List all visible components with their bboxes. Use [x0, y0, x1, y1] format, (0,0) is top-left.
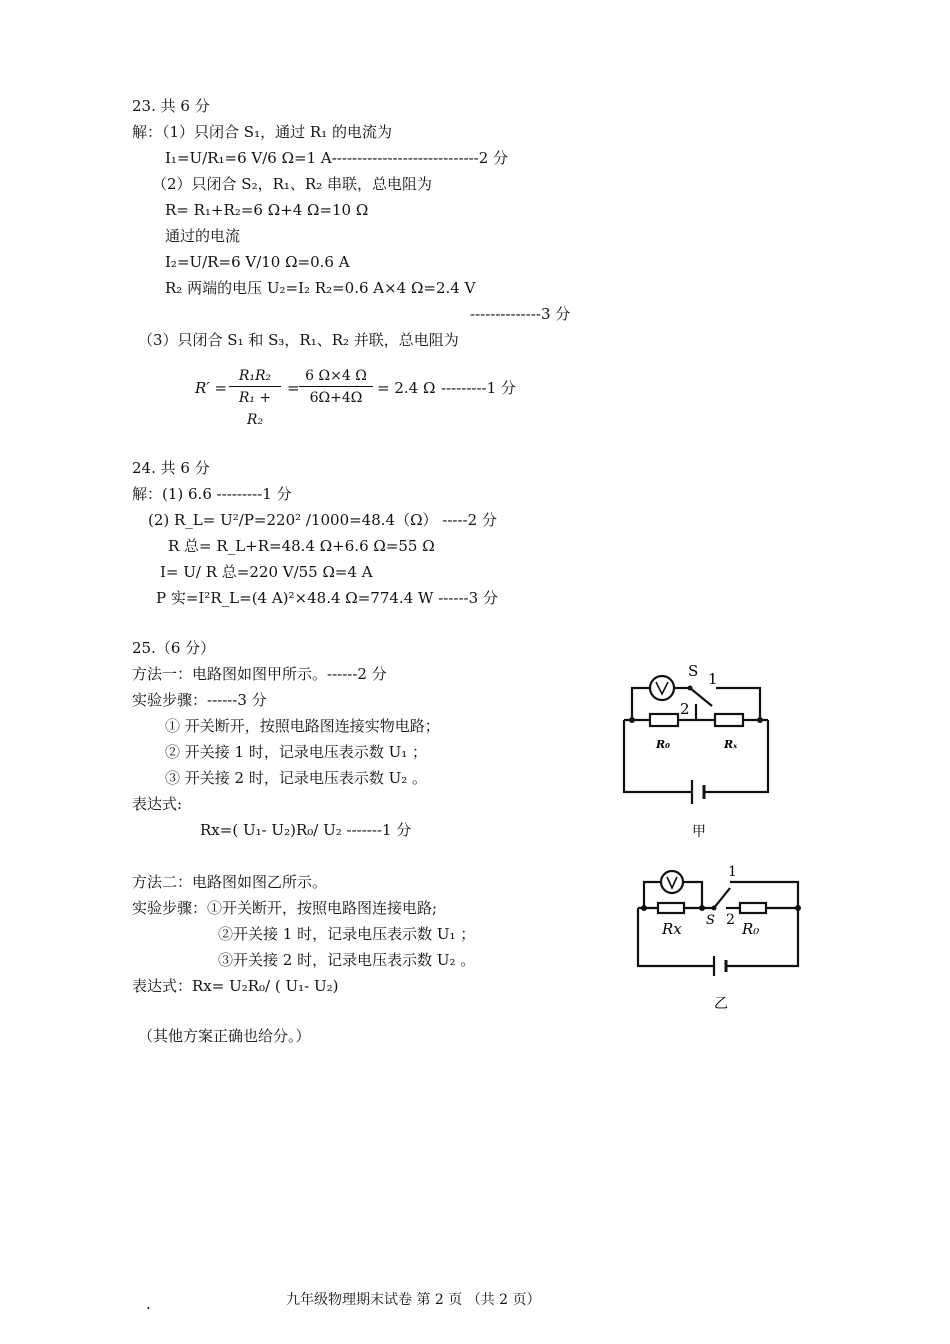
circuit-diagram-jia [610, 658, 790, 848]
q25-note: （其他方案正确也给分。） [138, 1027, 311, 1045]
q24-line-1: 解：(1) 6.6 ---------1 分 [132, 485, 292, 503]
q24-line-2: (2) R_L= U²/P=220² /1000=48.4（Ω） -----2 分 [148, 511, 497, 529]
q23-line-3: （2）只闭合 S₂，R₁、R₂ 串联，总电阻为 [152, 175, 432, 193]
q23-line-7: R₂ 两端的电压 U₂=I₂ R₂=0.6 A×4 Ω=2.4 V [165, 279, 476, 297]
q24-line-3: R 总= R_L+R=48.4 Ω+6.6 Ω=55 Ω [168, 537, 435, 555]
q25-method1-expr-label: 表达式: [132, 795, 183, 813]
formula-score: ---------1 分 [441, 379, 516, 397]
q23-line-1: 解：（1）只闭合 S₁，通过 R₁ 的电流为 [132, 123, 392, 141]
footer-dot: . [146, 1295, 151, 1313]
formula-result: = 2.4 Ω [377, 379, 436, 397]
jia-label-s: S [688, 662, 699, 680]
q25-method1-step-1: ① 开关断开，按照电路图连接实物电路； [165, 717, 440, 735]
formula-denominator-2: 6Ω+4Ω [309, 390, 363, 406]
jia-label-1: 1 [708, 670, 718, 688]
resistor-r0-icon [740, 903, 766, 913]
yi-label-r0: R₀ [742, 920, 760, 938]
q25-method1-step-2: ② 开关接 1 时，记录电压表示数 U₁ ； [165, 743, 428, 761]
jia-label-rx: Rₓ [724, 738, 738, 751]
resistor-rx-icon [658, 903, 684, 913]
q25-method2-title: 方法二：电路图如图乙所示。 [132, 873, 328, 891]
q24-header: 24. 共 6 分 [132, 459, 210, 477]
yi-caption: 乙 [714, 996, 728, 1012]
q23-line-2: I₁=U/R₁=6 V/6 Ω=1 A-----------------------------2 分 [165, 149, 509, 167]
q23-header: 23. 共 6 分 [132, 97, 210, 115]
q25-method2-step-3: ③开关接 2 时，记录电压表示数 U₂ 。 [218, 951, 476, 969]
q23-line-8-score: --------------3 分 [470, 305, 571, 323]
jia-label-2: 2 [680, 700, 690, 718]
formula-numerator-2: 6 Ω×4 Ω [305, 368, 367, 384]
yi-label-s: S [706, 913, 715, 928]
q25-method1-steps-label: 实验步骤：------3 分 [132, 691, 267, 709]
q25-header: 25.（6 分） [132, 639, 216, 657]
q23-formula [195, 366, 555, 428]
jia-caption: 甲 [692, 824, 706, 840]
resistor-r0-icon [650, 714, 678, 726]
q23-line-5: 通过的电流 [165, 227, 241, 245]
jia-label-r0: R₀ [656, 738, 670, 751]
formula-denominator-1: R₁ + R₂ [238, 390, 272, 428]
q25-method1-title: 方法一：电路图如图甲所示。------2 分 [132, 665, 387, 683]
voltmeter-icon [650, 676, 674, 700]
circuit-diagram-yi [630, 860, 810, 1020]
yi-label-2: 2 [726, 912, 735, 928]
formula-lhs: R′ = [195, 379, 228, 397]
q23-line-9: （3）只闭合 S₁ 和 S₃，R₁、R₂ 并联，总电阻为 [138, 331, 459, 349]
q25-method1-expr: Rx=( U₁- U₂)R₀/ U₂ -------1 分 [200, 821, 412, 839]
q23-line-4: R= R₁+R₂=6 Ω+4 Ω=10 Ω [165, 201, 369, 219]
resistor-rx-icon [715, 714, 743, 726]
footer-page-info: 九年级物理期末试卷 第 2 页 （共 2 页） [286, 1292, 541, 1308]
q25-method1-step-3: ③ 开关接 2 时，记录电压表示数 U₂ 。 [165, 769, 428, 787]
q23-line-6: I₂=U/R=6 V/10 Ω=0.6 A [165, 253, 350, 271]
formula-eq: = [287, 379, 300, 397]
yi-label-rx: Rx [662, 920, 682, 938]
q24-line-5: P 实=I²R_L=(4 A)²×48.4 Ω=774.4 W ------3 分 [156, 589, 498, 607]
q25-method2-step-2: ②开关接 1 时，记录电压表示数 U₁ ； [218, 925, 476, 943]
yi-label-1: 1 [728, 864, 737, 880]
q25-method2-expr: 表达式：Rx= U₂R₀/ ( U₁- U₂) [132, 977, 339, 995]
q24-line-4: I= U/ R 总=220 V/55 Ω=4 A [160, 563, 373, 581]
formula-numerator-1: R₁R₂ [238, 368, 272, 384]
q25-method2-step-1: 实验步骤：①开关断开，按照电路图连接电路; [132, 899, 438, 917]
